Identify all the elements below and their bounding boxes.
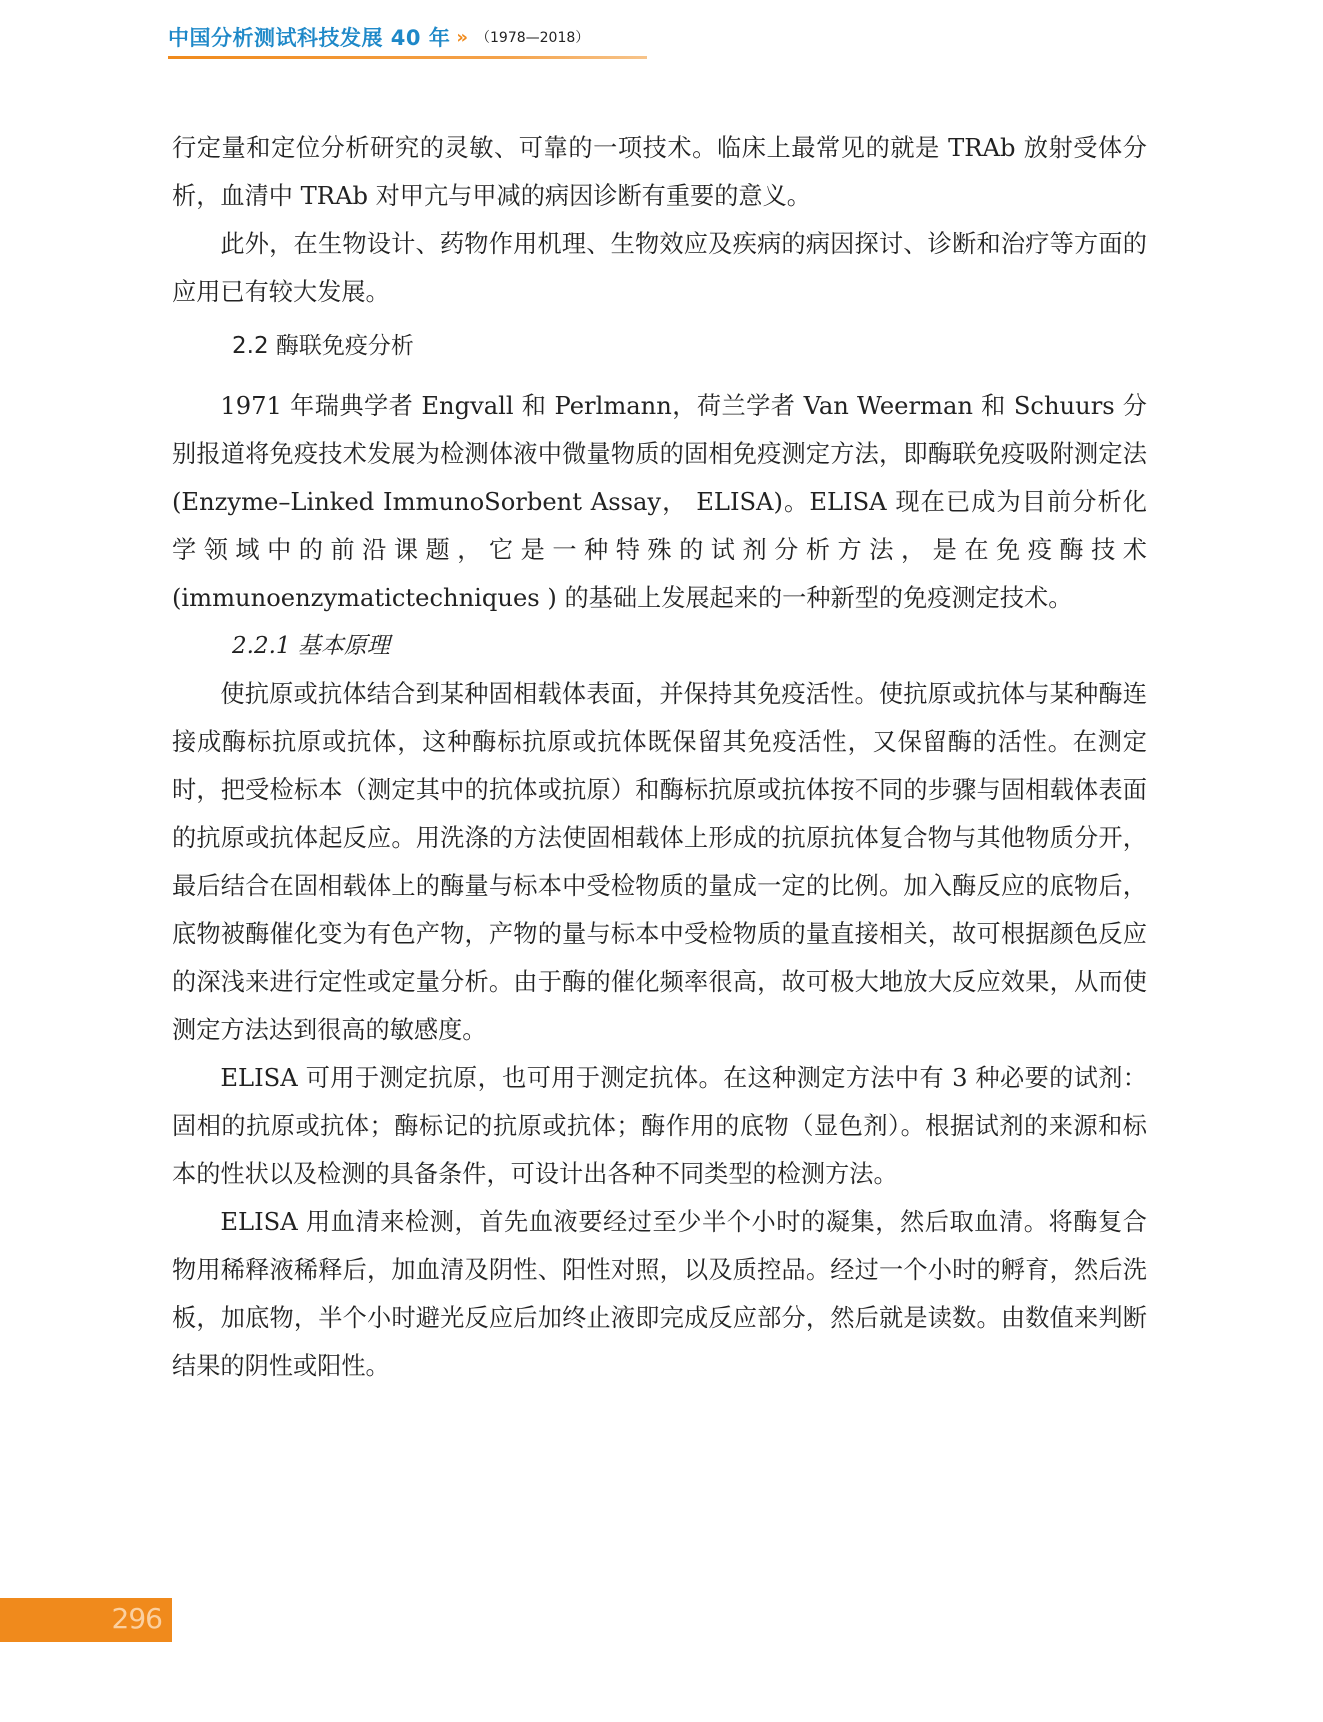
paragraph-other-uses: 此外，在生物设计、药物作用机理、生物效应及疾病的病因探讨、诊断和治疗等方面的应用已有较大发展。 xyxy=(172,230,1147,306)
paragraph-principle: 使抗原或抗体结合到某种固相载体表面，并保持其免疫活性。使抗原或抗体与某种酶连接成酶标抗原或抗体，这种酶标抗原或抗体既保留其免疫活性，又保留酶的活性。在测定时，把受检标本（测定其中的抗体或抗原）和酶标抗原或抗体按不同的步骤与固相载体表面的抗原或抗体起反应。用洗涤的方法使固相载体上形成的抗原抗体复合物与其他物质分开，最后结合在固相载体上的酶量与标本中受检物质的量成一定的比例。加入酶反应的底物后，底物被酶催化变为有色产物，产物的量与标本中受检物质的量直接相关，故可根据颜色反应的深浅来进行定性或定量分析。由于酶的催化频率很高，故可极大地放大反应效果，从而使测定方法达到很高的敏感度。 xyxy=(172,680,1147,1044)
paragraph-reagents: ELISA 可用于测定抗原，也可用于测定抗体。在这种测定方法中有 3 种必要的试剂：固相的抗原或抗体；酶标记的抗原或抗体；酶作用的底物（显色剂）。根据试剂的来源和标本的性状以及检测的具备条件，可设计出各种不同类型的检测方法。 xyxy=(172,1064,1147,1188)
paragraph-history: 1971 年瑞典学者 Engvall 和 Perlmann，荷兰学者 Van Weerman 和 Schuurs 分别报道将免疫技术发展为检测体液中微量物质的固相免疫测定方法，即酶联免疫吸附测定法 (Enzyme–Linked ImmunoSorbent Assay， ELISA)。ELISA 现在已成为目前分析化学领域中的前沿课题，它是一种特殊的试剂分析方法，是在免疫酶技术 (immunoenzymatictechniques ) 的基础上发展起来的一种新型的免疫测定技术。 xyxy=(172,392,1147,612)
double-chevron-icon: » xyxy=(456,26,468,48)
subsection-heading: 2.2.1 基本原理 xyxy=(232,633,390,659)
page-number-tab xyxy=(0,1598,172,1642)
section-heading: 2.2 酶联免疫分析 xyxy=(232,333,414,359)
paragraph-procedure: ELISA 用血清来检测，首先血液要经过至少半个小时的凝集，然后取血清。将酶复合物用稀释液稀释后，加血清及阴性、阳性对照，以及质控品。经过一个小时的孵育，然后洗板，加底物，半个小时避光反应后加终止液即完成反应部分，然后就是读数。由数值来判断结果的阴性或阳性。 xyxy=(172,1208,1147,1380)
series-title: 中国分析测试科技发展 40 年 xyxy=(168,26,451,50)
year-range: （1978—2018） xyxy=(476,30,590,46)
main-text xyxy=(172,124,1147,1390)
running-header xyxy=(168,18,589,56)
header-rule xyxy=(168,56,647,59)
paragraph-continued: 行定量和定位分析研究的灵敏、可靠的一项技术。临床上最常见的就是 TRAb 放射受体分析，血清中 TRAb 对甲亢与甲减的病因诊断有重要的意义。 xyxy=(172,134,1147,210)
page-number: 296 xyxy=(111,1602,162,1635)
